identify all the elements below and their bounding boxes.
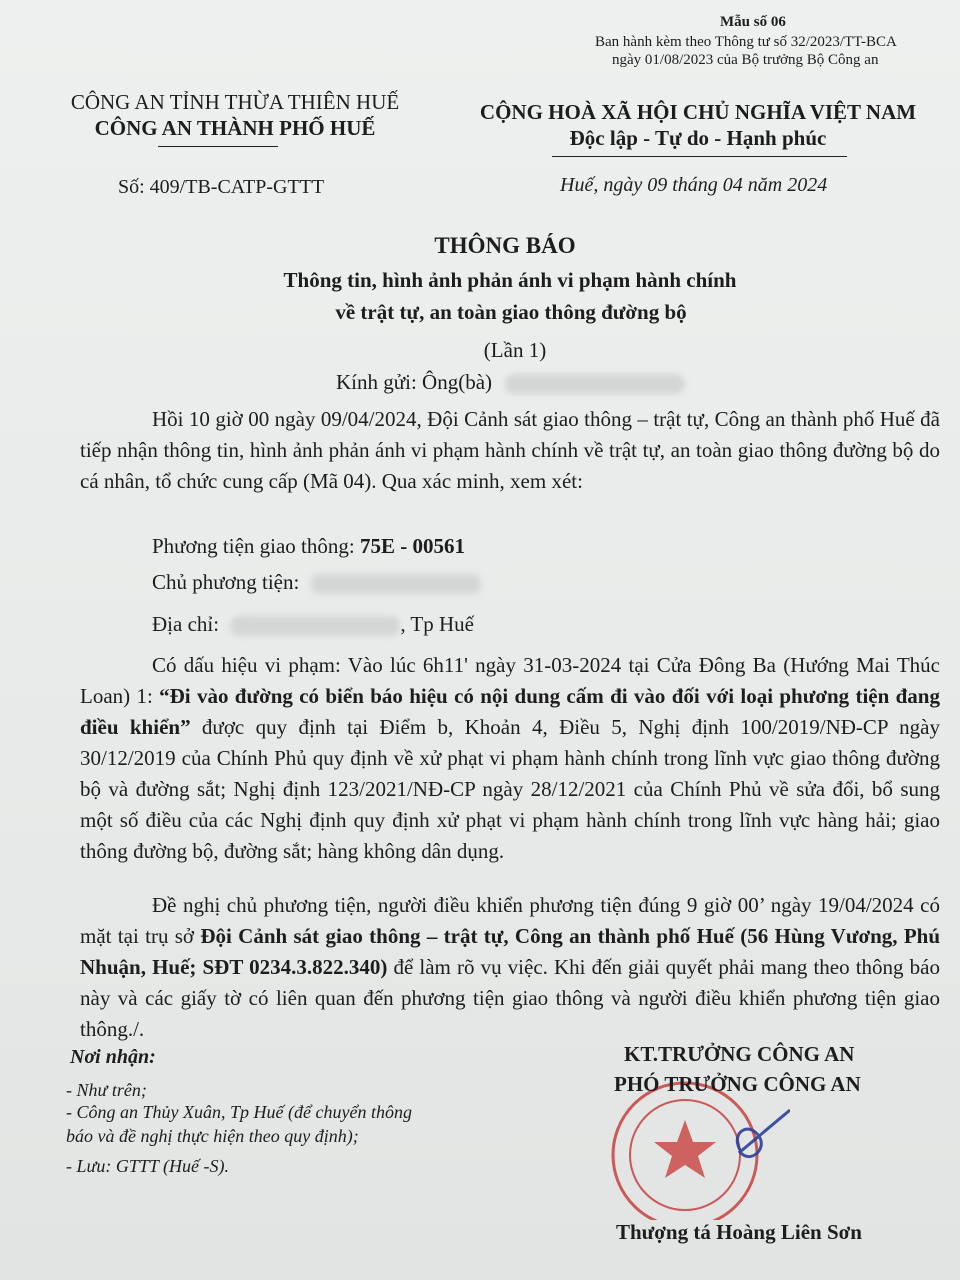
document-subtitle-2: về trật tự, an toàn giao thông đường bộ xyxy=(335,300,687,324)
attempt-number: (Lần 1) xyxy=(483,338,547,362)
signature-title-1: KT.TRƯỞNG CÔNG AN xyxy=(624,1042,855,1066)
recipient-item: báo và đề nghị thực hiện theo quy định); xyxy=(66,1126,359,1146)
document-title: THÔNG BÁO xyxy=(434,233,576,258)
addressee-label: Kính gửi: Ông(bà) xyxy=(336,370,493,394)
recipients-title: Nơi nhận: xyxy=(70,1046,156,1068)
agency-parent-name: CÔNG AN TỈNH THỪA THIÊN HUẾ xyxy=(70,90,400,114)
request-intro: Đề nghị chủ phương tiện, người điều khiển phương tiện đúng 9 giờ 00’ ngày 19/04/2024 có mặt tại trụ sở xyxy=(80,893,940,948)
violation-description: “Đi vào đường có biển báo hiệu có nội dung cấm đi vào đối với loại phương tiện đang điều khiển” xyxy=(80,684,940,739)
address-city: , Tp Huế xyxy=(400,612,474,636)
agency-unit-name: CÔNG AN THÀNH PHỐ HUẾ xyxy=(94,116,376,140)
vehicle-plate: 75E - 00561 xyxy=(359,534,465,558)
addressee-line xyxy=(336,370,685,395)
redacted-name xyxy=(505,374,685,394)
recipient-item: - Như trên; xyxy=(66,1080,147,1100)
request-instructions: để làm rõ vụ việc. Khi đến giải quyết phải mang theo thông báo này và các giấy tờ có liên quan đến phương tiện giao thông và người điều khiển phương tiện giao thông./. xyxy=(80,955,940,1041)
signer-name: Thượng tá Hoàng Liên Sơn xyxy=(616,1220,862,1244)
place-and-date: Huế, ngày 09 tháng 04 năm 2024 xyxy=(560,174,828,196)
paragraph-intro xyxy=(80,404,940,497)
recipient-item: - Lưu: GTTT (Huế -S). xyxy=(66,1156,229,1176)
office-details: Đội Cảnh sát giao thông – trật tự, Công an thành phố Huế (56 Hùng Vương, Phú Nhuận, Huế; SĐT 0234.3.822.340) xyxy=(80,924,941,979)
owner-label: Chủ phương tiện: xyxy=(152,570,300,594)
nation-name: CỘNG HOÀ XÃ HỘI CHỦ NGHĨA VIỆT NAM xyxy=(479,100,917,124)
signature-title-2: PHÓ TRƯỞNG CÔNG AN xyxy=(614,1072,861,1096)
vehicle-line xyxy=(152,534,465,559)
vehicle-label: Phương tiện giao thông: xyxy=(152,534,355,558)
form-issued-date-line: ngày 01/08/2023 của Bộ trưởng Bộ Công an xyxy=(612,52,879,68)
recipient-item: - Công an Thủy Xuân, Tp Huế (để chuyển thông xyxy=(66,1102,412,1122)
agency-underline xyxy=(158,146,278,147)
motto-underline xyxy=(552,156,847,157)
paragraph-request xyxy=(80,890,940,1045)
address-label: Địa chỉ: xyxy=(152,612,220,636)
document-number: Số: 409/TB-CATP-GTTT xyxy=(118,176,325,198)
violation-legal-basis: được quy định tại Điểm b, Khoản 4, Điều 5, Nghị định 100/2019/NĐ-CP ngày 30/12/2019 của Chính Phủ quy định về xử phạt vi phạm hành chính trong lĩnh vực giao thông đường bộ và đường sắt; Nghị định 123/2021/NĐ-CP ngày 28/12/2021 của Chính Phủ về sửa đổi, bổ sung một số điều của các Nghị định quy định xử phạt vi phạm hành chính trong lĩnh vực hàng hải; giao thông đường bộ, đường sắt; hàng không dân dụng. xyxy=(80,715,940,863)
address-line xyxy=(152,612,474,637)
document-subtitle-1: Thông tin, hình ảnh phản ánh vi phạm hành chính xyxy=(283,268,737,292)
redacted-address xyxy=(230,616,400,636)
violation-intro: Có dấu hiệu vi phạm: Vào lúc 6h11' ngày 31-03-2024 tại Cửa Đông Ba (Hướng Mai Thúc Loan) 1: xyxy=(80,653,940,708)
owner-line xyxy=(152,570,481,595)
form-number: Mẫu số 06 xyxy=(720,14,786,30)
redacted-owner xyxy=(311,574,481,594)
official-seal-stamp xyxy=(590,1080,790,1220)
form-issued-line: Ban hành kèm theo Thông tư số 32/2023/TT-BCA xyxy=(595,34,897,50)
paragraph-violation xyxy=(80,650,940,867)
nation-motto: Độc lập - Tự do - Hạnh phúc xyxy=(569,126,827,150)
intro-text: Hồi 10 giờ 00 ngày 09/04/2024, Đội Cảnh sát giao thông – trật tự, Công an thành phố Huế đã tiếp nhận thông tin, hình ảnh phản ánh vi phạm hành chính về trật tự, an toàn giao thông đường bộ do cá nhân, tổ chức cung cấp (Mã 04). Qua xác minh, xem xét: xyxy=(80,407,940,493)
